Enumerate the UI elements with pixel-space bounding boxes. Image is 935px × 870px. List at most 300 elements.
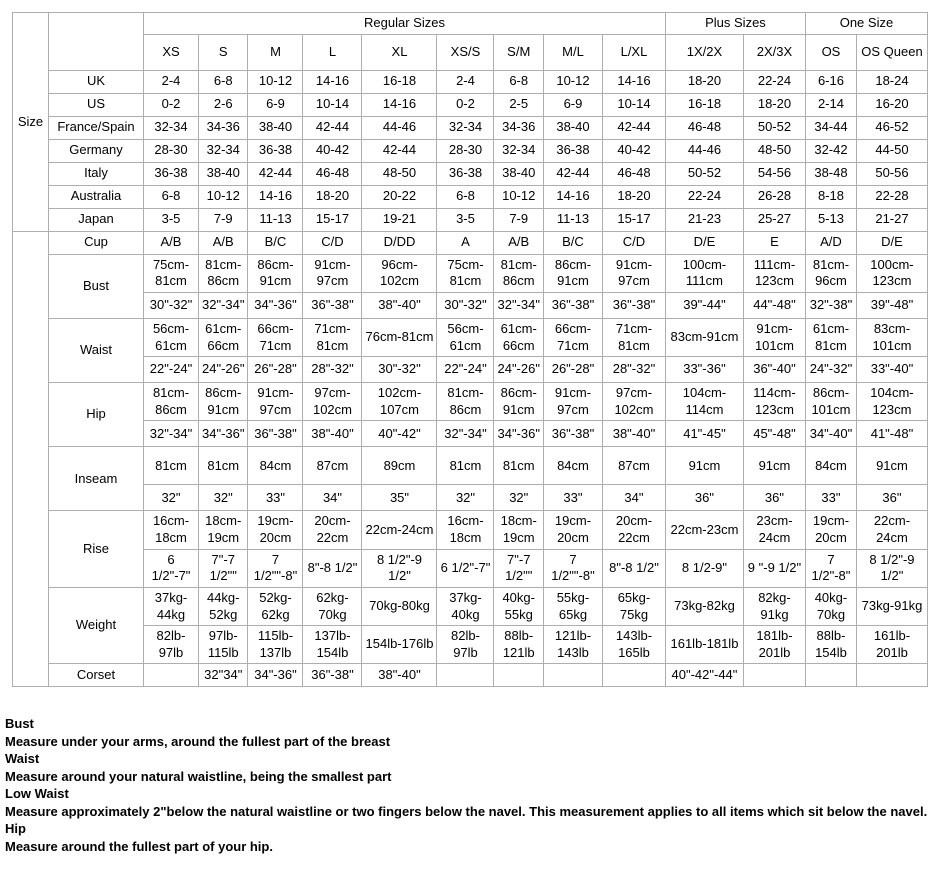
table-cell: 36"-40" xyxy=(743,357,805,383)
table-row xyxy=(13,664,928,687)
table-cell: 34-44 xyxy=(805,116,856,139)
table-cell: 34" xyxy=(303,485,362,511)
table-cell: 36" xyxy=(856,485,927,511)
table-cell: 32-42 xyxy=(805,139,856,162)
table-cell: 10-12 xyxy=(494,185,543,208)
table-cell: 36"-38" xyxy=(248,421,303,447)
table-cell: 154lb-176lb xyxy=(362,626,437,664)
table-row xyxy=(13,511,928,549)
table-cell: 10-12 xyxy=(248,70,303,93)
table-row xyxy=(13,185,928,208)
table-cell: 71cm-81cm xyxy=(303,318,362,356)
table-cell: 42-44 xyxy=(602,116,665,139)
table-cell: 30"-32" xyxy=(144,292,199,318)
table-row xyxy=(13,485,928,511)
row-label: Japan xyxy=(49,208,144,231)
table-cell: 82kg-91kg xyxy=(743,587,805,625)
table-cell: 86cm-101cm xyxy=(805,383,856,421)
table-cell: 34"-40" xyxy=(805,421,856,447)
table-cell: 36"-38" xyxy=(303,664,362,687)
row-label: UK xyxy=(49,70,144,93)
table-cell: 32-34 xyxy=(144,116,199,139)
table-cell: 32"-38" xyxy=(805,292,856,318)
table-cell: 33" xyxy=(248,485,303,511)
table-cell: 6-9 xyxy=(248,93,303,116)
table-cell: 19-21 xyxy=(362,208,437,231)
table-cell: 71cm-81cm xyxy=(602,318,665,356)
table-cell: 33" xyxy=(543,485,602,511)
table-cell: 86cm-91cm xyxy=(199,383,248,421)
table-cell: 44-46 xyxy=(362,116,437,139)
table-row xyxy=(13,254,928,292)
table-cell: 96cm-102cm xyxy=(362,254,437,292)
table-cell: 38"-40" xyxy=(303,421,362,447)
row-label: Rise xyxy=(49,511,144,588)
table-cell: 61cm-81cm xyxy=(805,318,856,356)
row-label: Corset xyxy=(49,664,144,687)
table-cell: 38"-40" xyxy=(362,292,437,318)
table-cell: 15-17 xyxy=(303,208,362,231)
table-cell: 22cm-24cm xyxy=(362,511,437,549)
table-cell: 97cm-102cm xyxy=(303,383,362,421)
row-label: France/Spain xyxy=(49,116,144,139)
table-cell: 8"-8 1/2" xyxy=(602,549,665,587)
size-header-cell: L xyxy=(303,34,362,70)
table-cell: 84cm xyxy=(805,447,856,485)
table-cell: 2-4 xyxy=(437,70,494,93)
table-cell: 50-52 xyxy=(743,116,805,139)
table-cell: 38-40 xyxy=(494,162,543,185)
table-cell: 18-20 xyxy=(665,70,743,93)
note-definition: Measure around the fullest part of your hip. xyxy=(5,838,273,854)
table-cell: 5-13 xyxy=(805,208,856,231)
table-cell: 73kg-82kg xyxy=(665,587,743,625)
table-cell: 37kg-40kg xyxy=(437,587,494,625)
table-cell: 22-24 xyxy=(743,70,805,93)
size-header-cell: XS xyxy=(144,34,199,70)
table-cell: D/E xyxy=(856,231,927,254)
table-cell: 83cm-91cm xyxy=(665,318,743,356)
table-cell: 38-40 xyxy=(543,116,602,139)
table-cell: 18-20 xyxy=(743,93,805,116)
table-cell: 42-44 xyxy=(543,162,602,185)
table-cell: 20-22 xyxy=(362,185,437,208)
table-cell xyxy=(543,664,602,687)
table-cell: 34"-36" xyxy=(248,664,303,687)
table-cell: 14-16 xyxy=(543,185,602,208)
table-cell: 81cm-86cm xyxy=(199,254,248,292)
table-cell: C/D xyxy=(303,231,362,254)
table-cell: 82lb-97lb xyxy=(437,626,494,664)
table-cell: 52kg-62kg xyxy=(248,587,303,625)
row-label: US xyxy=(49,93,144,116)
table-cell: 28-30 xyxy=(437,139,494,162)
table-row xyxy=(13,34,928,70)
table-cell xyxy=(144,664,199,687)
table-cell: 48-50 xyxy=(743,139,805,162)
table-cell: 10-12 xyxy=(543,70,602,93)
table-cell: 50-52 xyxy=(665,162,743,185)
group-header-one-size: One Size xyxy=(805,13,927,35)
table-cell: 6-8 xyxy=(437,185,494,208)
table-cell xyxy=(494,664,543,687)
table-cell: 38-40 xyxy=(199,162,248,185)
table-cell: 37kg-44kg xyxy=(144,587,199,625)
table-cell: 21-27 xyxy=(856,208,927,231)
table-cell: 2-6 xyxy=(199,93,248,116)
table-cell: 10-12 xyxy=(199,185,248,208)
group-header-plus-sizes: Plus Sizes xyxy=(665,13,805,35)
table-cell: 81cm-86cm xyxy=(494,254,543,292)
table-cell: 44kg-52kg xyxy=(199,587,248,625)
table-cell: 6-16 xyxy=(805,70,856,93)
table-cell: 16-18 xyxy=(665,93,743,116)
table-cell: 15-17 xyxy=(602,208,665,231)
table-cell: 30"-32" xyxy=(362,357,437,383)
table-cell: 32" xyxy=(144,485,199,511)
table-cell: 0-2 xyxy=(437,93,494,116)
table-cell: 81cm-86cm xyxy=(144,383,199,421)
group-header-regular-sizes: Regular Sizes xyxy=(144,13,666,35)
note-definition: Measure approximately 2"below the natural waistline or two fingers below the navel. This measurement applies to all items which sit below the navel. xyxy=(5,803,928,819)
table-cell xyxy=(602,664,665,687)
table-cell: 19cm-20cm xyxy=(543,511,602,549)
table-cell xyxy=(437,664,494,687)
table-cell: 70kg-80kg xyxy=(362,587,437,625)
table-cell: 26"-28" xyxy=(543,357,602,383)
table-cell: 36" xyxy=(665,485,743,511)
table-cell: 6-9 xyxy=(543,93,602,116)
table-cell: 100cm-123cm xyxy=(856,254,927,292)
table-cell: 73kg-91kg xyxy=(856,587,927,625)
table-cell: 36-38 xyxy=(144,162,199,185)
table-cell: 97cm-102cm xyxy=(602,383,665,421)
table-cell: 75cm-81cm xyxy=(437,254,494,292)
table-cell: 7-9 xyxy=(494,208,543,231)
size-header-cell: 1X/2X xyxy=(665,34,743,70)
table-cell: 33" xyxy=(805,485,856,511)
size-header-cell: M xyxy=(248,34,303,70)
size-header-cell: S xyxy=(199,34,248,70)
table-row xyxy=(13,13,928,35)
table-cell: 111cm-123cm xyxy=(743,254,805,292)
table-cell: 25-27 xyxy=(743,208,805,231)
note-term: Low Waist xyxy=(5,786,69,802)
table-cell: 82lb-97lb xyxy=(144,626,199,664)
table-cell: 84cm xyxy=(248,447,303,485)
table-cell: 2-4 xyxy=(144,70,199,93)
table-cell: 14-16 xyxy=(248,185,303,208)
table-cell: 91cm-101cm xyxy=(743,318,805,356)
table-cell: 86cm-91cm xyxy=(248,254,303,292)
table-row xyxy=(13,357,928,383)
table-cell: 62kg-70kg xyxy=(303,587,362,625)
size-header-cell: 2X/3X xyxy=(743,34,805,70)
table-cell: 22"-24" xyxy=(144,357,199,383)
table-cell: 55kg-65kg xyxy=(543,587,602,625)
table-cell: 36"-38" xyxy=(543,292,602,318)
size-header-cell: OS xyxy=(805,34,856,70)
size-header-cell: S/M xyxy=(494,34,543,70)
table-cell: 6-8 xyxy=(199,70,248,93)
table-cell: 181lb-201lb xyxy=(743,626,805,664)
table-cell: 66cm-71cm xyxy=(248,318,303,356)
table-row xyxy=(13,162,928,185)
measurement-notes xyxy=(5,715,930,855)
table-cell: 54-56 xyxy=(743,162,805,185)
note-term: Bust xyxy=(5,716,34,732)
table-cell: B/C xyxy=(543,231,602,254)
table-cell: 32" xyxy=(199,485,248,511)
note-term: Waist xyxy=(5,751,40,767)
table-cell: 2-14 xyxy=(805,93,856,116)
table-cell: 8 1/2-9" xyxy=(665,549,743,587)
table-cell: 56cm-61cm xyxy=(437,318,494,356)
table-cell: 46-48 xyxy=(602,162,665,185)
table-cell: 10-14 xyxy=(303,93,362,116)
table-cell: A/B xyxy=(494,231,543,254)
table-cell: 104cm-123cm xyxy=(856,383,927,421)
table-cell: 104cm-114cm xyxy=(665,383,743,421)
table-cell: 36"-38" xyxy=(543,421,602,447)
table-row xyxy=(13,93,928,116)
table-cell xyxy=(856,664,927,687)
table-cell: 86cm-91cm xyxy=(494,383,543,421)
table-cell: A xyxy=(437,231,494,254)
size-header-cell: XS/S xyxy=(437,34,494,70)
table-cell: 18-20 xyxy=(303,185,362,208)
table-row xyxy=(13,208,928,231)
note-definition: Measure around your natural waistline, being the smallest part xyxy=(5,768,392,784)
table-cell: 91cm-97cm xyxy=(543,383,602,421)
table-cell: 28-30 xyxy=(144,139,199,162)
table-cell: 87cm xyxy=(602,447,665,485)
table-cell: 75cm-81cm xyxy=(144,254,199,292)
table-cell: 30"-32" xyxy=(437,292,494,318)
table-cell: 38-40 xyxy=(248,116,303,139)
table-cell: 38"-40" xyxy=(602,421,665,447)
note-definition: Measure under your arms, around the fullest part of the breast xyxy=(5,733,391,749)
table-cell: 24"-26" xyxy=(494,357,543,383)
table-cell: 36-38 xyxy=(437,162,494,185)
table-cell: 34"-36" xyxy=(199,421,248,447)
table-cell: 39"-44" xyxy=(665,292,743,318)
row-label: Inseam xyxy=(49,447,144,511)
table-cell: 7 1/2""-8" xyxy=(248,549,303,587)
table-cell: 89cm xyxy=(362,447,437,485)
table-cell: 91cm-97cm xyxy=(303,254,362,292)
table-cell: 26"-28" xyxy=(248,357,303,383)
table-cell: 19cm-20cm xyxy=(248,511,303,549)
size-chart-table xyxy=(12,12,928,687)
table-cell xyxy=(743,664,805,687)
table-cell: 38-48 xyxy=(805,162,856,185)
table-cell: 86cm-91cm xyxy=(543,254,602,292)
table-cell: 18-20 xyxy=(602,185,665,208)
row-label: Waist xyxy=(49,318,144,382)
table-cell: 32-34 xyxy=(199,139,248,162)
table-cell: 28"-32" xyxy=(303,357,362,383)
table-cell: 65kg-75kg xyxy=(602,587,665,625)
table-cell: 36-38 xyxy=(543,139,602,162)
table-cell: 81cm xyxy=(144,447,199,485)
table-cell: 115lb-137lb xyxy=(248,626,303,664)
row-label: Weight xyxy=(49,587,144,664)
table-cell: 22cm-24cm xyxy=(856,511,927,549)
table-cell: 102cm-107cm xyxy=(362,383,437,421)
table-cell: 32"-34" xyxy=(199,292,248,318)
table-cell: 22-28 xyxy=(856,185,927,208)
table-row xyxy=(13,447,928,485)
table-cell: 6 1/2"-7" xyxy=(437,549,494,587)
table-cell: 22-24 xyxy=(665,185,743,208)
table-cell: 32"-34" xyxy=(144,421,199,447)
table-cell: 24"-26" xyxy=(199,357,248,383)
table-cell: 24"-32" xyxy=(805,357,856,383)
table-cell: 19cm-20cm xyxy=(805,511,856,549)
table-cell: 18cm-19cm xyxy=(494,511,543,549)
table-cell: 36"-38" xyxy=(303,292,362,318)
table-cell: 46-52 xyxy=(856,116,927,139)
table-cell: 20cm-22cm xyxy=(303,511,362,549)
table-cell: 36-38 xyxy=(248,139,303,162)
table-cell: 41"-48" xyxy=(856,421,927,447)
table-cell: 46-48 xyxy=(665,116,743,139)
corner-blank-cell xyxy=(49,13,144,71)
table-cell: 42-44 xyxy=(303,116,362,139)
size-table-body xyxy=(13,13,928,687)
table-cell: 38"-40" xyxy=(362,664,437,687)
table-cell: 84cm xyxy=(543,447,602,485)
row-label: Germany xyxy=(49,139,144,162)
table-cell: 40"-42" xyxy=(362,421,437,447)
table-cell: 7"-7 1/2"" xyxy=(494,549,543,587)
table-cell: 40"-42"-44" xyxy=(665,664,743,687)
table-cell: 18cm-19cm xyxy=(199,511,248,549)
table-cell: 44-50 xyxy=(856,139,927,162)
row-label: Italy xyxy=(49,162,144,185)
table-cell: 21-23 xyxy=(665,208,743,231)
table-cell: 28"-32" xyxy=(602,357,665,383)
table-cell: 161lb-181lb xyxy=(665,626,743,664)
table-cell: 88lb-121lb xyxy=(494,626,543,664)
table-cell: 83cm-101cm xyxy=(856,318,927,356)
table-cell: 9 "-9 1/2" xyxy=(743,549,805,587)
table-cell: 87cm xyxy=(303,447,362,485)
table-cell: 14-16 xyxy=(303,70,362,93)
table-cell: 34"-36" xyxy=(248,292,303,318)
table-row xyxy=(13,421,928,447)
table-cell: 32" xyxy=(494,485,543,511)
table-cell: 44"-48" xyxy=(743,292,805,318)
table-cell: 91cm-97cm xyxy=(248,383,303,421)
table-cell: 97lb-115lb xyxy=(199,626,248,664)
table-cell: 36" xyxy=(743,485,805,511)
table-cell: 6-8 xyxy=(144,185,199,208)
table-row xyxy=(13,116,928,139)
table-cell: 11-13 xyxy=(248,208,303,231)
table-cell: 48-50 xyxy=(362,162,437,185)
row-label: Hip xyxy=(49,383,144,447)
table-cell: A/D xyxy=(805,231,856,254)
table-cell: 114cm-123cm xyxy=(743,383,805,421)
table-row xyxy=(13,383,928,421)
size-corner-cell: Size xyxy=(13,13,49,232)
table-cell: 3-5 xyxy=(144,208,199,231)
table-cell: 161lb-201lb xyxy=(856,626,927,664)
left-blank-cell xyxy=(13,231,49,687)
table-cell: 44-46 xyxy=(665,139,743,162)
table-cell: A/B xyxy=(199,231,248,254)
table-cell: E xyxy=(743,231,805,254)
table-cell: 10-14 xyxy=(602,93,665,116)
table-cell: 42-44 xyxy=(362,139,437,162)
table-cell: 81cm-96cm xyxy=(805,254,856,292)
table-cell: B/C xyxy=(248,231,303,254)
table-cell: 32"-34" xyxy=(437,421,494,447)
table-cell: 22"-24" xyxy=(437,357,494,383)
table-cell: 16-18 xyxy=(362,70,437,93)
table-cell: 14-16 xyxy=(602,70,665,93)
table-cell: 0-2 xyxy=(144,93,199,116)
table-cell: 7 1/2""-8" xyxy=(543,549,602,587)
table-cell: 7"-7 1/2"" xyxy=(199,549,248,587)
table-cell: 2-5 xyxy=(494,93,543,116)
table-cell: C/D xyxy=(602,231,665,254)
table-cell: 34-36 xyxy=(199,116,248,139)
table-cell: 32-34 xyxy=(494,139,543,162)
table-cell: 66cm-71cm xyxy=(543,318,602,356)
table-cell: 8 1/2"-9 1/2" xyxy=(362,549,437,587)
table-cell: 46-48 xyxy=(303,162,362,185)
table-cell: D/E xyxy=(665,231,743,254)
row-label: Bust xyxy=(49,254,144,318)
table-row xyxy=(13,318,928,356)
table-row xyxy=(13,626,928,664)
table-cell: 40kg-55kg xyxy=(494,587,543,625)
table-cell: 16-20 xyxy=(856,93,927,116)
table-cell: 88lb-154lb xyxy=(805,626,856,664)
table-row xyxy=(13,549,928,587)
table-cell: 7 1/2"-8" xyxy=(805,549,856,587)
table-cell: 91cm xyxy=(856,447,927,485)
table-cell: 41"-45" xyxy=(665,421,743,447)
row-label: Australia xyxy=(49,185,144,208)
table-cell: 3-5 xyxy=(437,208,494,231)
table-cell: A/B xyxy=(144,231,199,254)
size-header-cell: XL xyxy=(362,34,437,70)
table-cell: 40-42 xyxy=(303,139,362,162)
table-cell: 32"-34" xyxy=(494,292,543,318)
table-cell: 81cm xyxy=(437,447,494,485)
table-cell: 36"-38" xyxy=(602,292,665,318)
table-cell: 91cm xyxy=(743,447,805,485)
table-cell: 35" xyxy=(362,485,437,511)
table-cell: 81cm xyxy=(199,447,248,485)
table-cell: 33"-40" xyxy=(856,357,927,383)
table-row xyxy=(13,587,928,625)
size-header-cell: OS Queen xyxy=(856,34,927,70)
table-row xyxy=(13,139,928,162)
table-cell xyxy=(805,664,856,687)
table-row xyxy=(13,70,928,93)
table-cell: 91cm xyxy=(665,447,743,485)
size-header-cell: M/L xyxy=(543,34,602,70)
table-row xyxy=(13,292,928,318)
table-cell: 8 1/2"-9 1/2" xyxy=(856,549,927,587)
table-cell: 61cm-66cm xyxy=(199,318,248,356)
table-cell: 32"34" xyxy=(199,664,248,687)
